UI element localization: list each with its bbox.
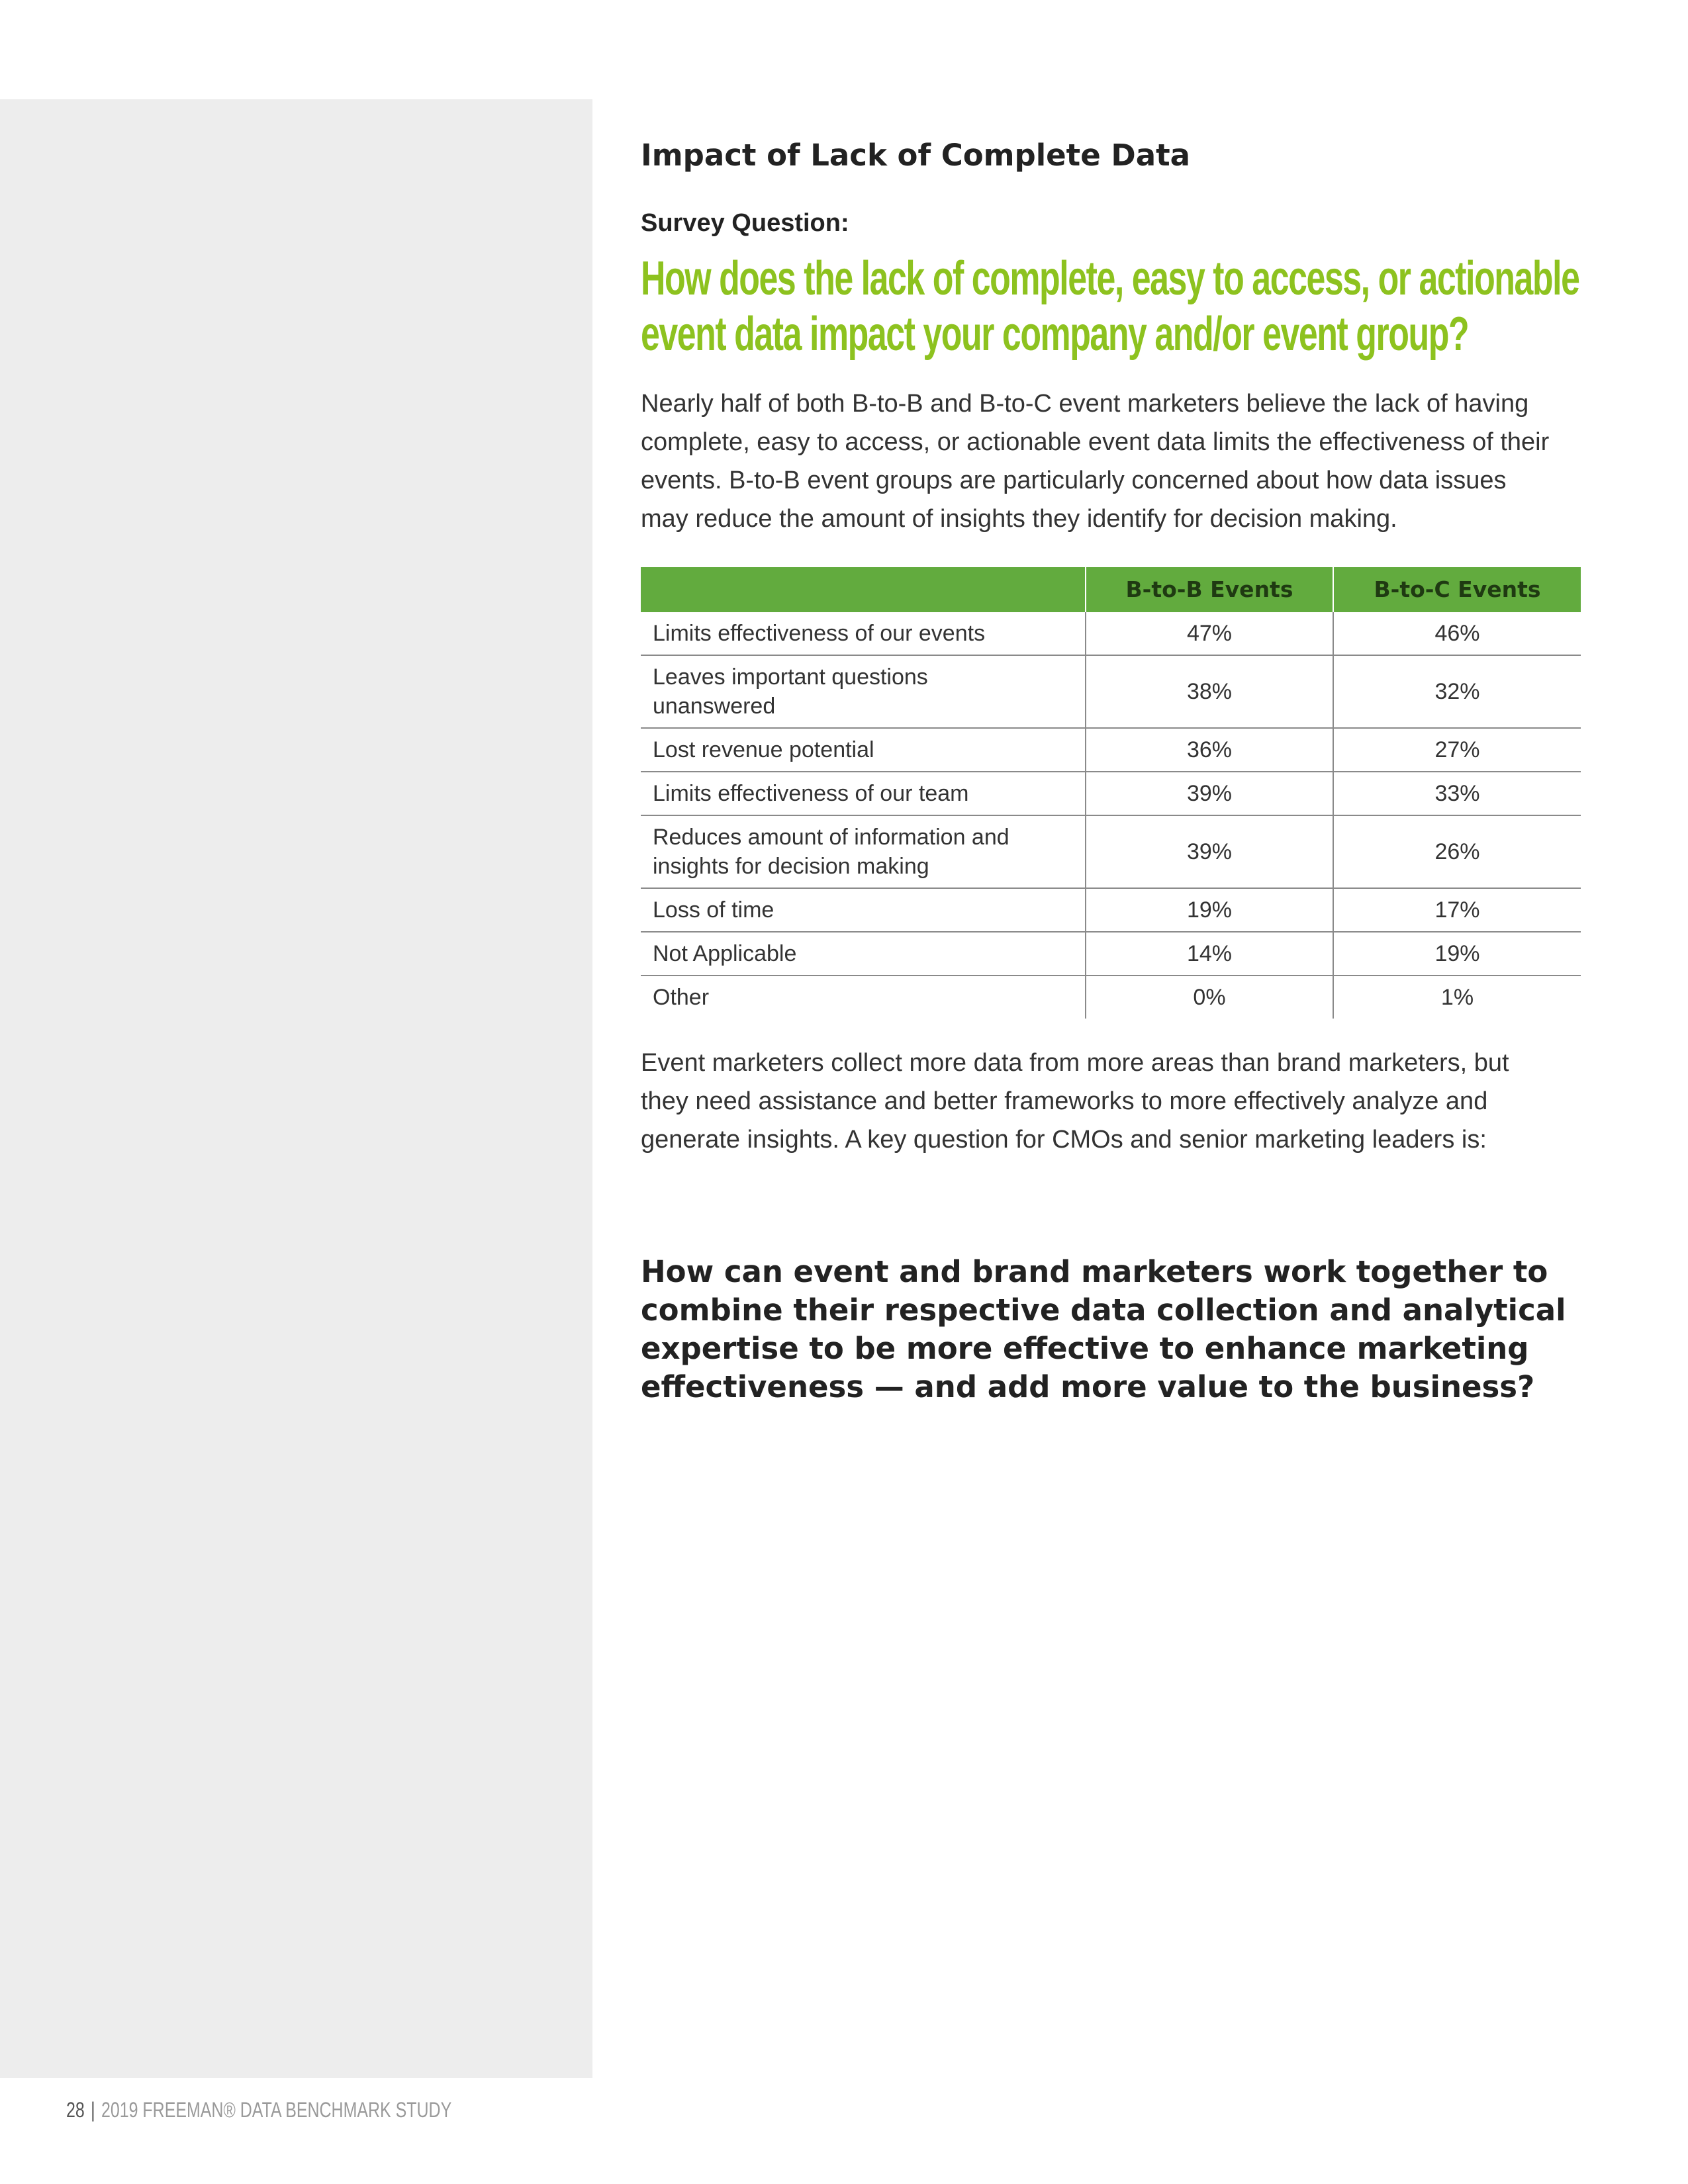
callout-line: expertise to be more effective to enhance marketing bbox=[641, 1330, 1529, 1366]
row-label-line: Other bbox=[653, 984, 710, 1010]
intro-line: complete, easy to access, or actionable event data limits the effectiveness of their bbox=[641, 428, 1550, 456]
row-label bbox=[641, 815, 1086, 888]
table-row bbox=[641, 772, 1581, 815]
row-label-line: insights for decision making bbox=[653, 853, 929, 879]
btob-value: 38% bbox=[1086, 655, 1333, 728]
row-label-line: Leaves important questions bbox=[653, 664, 928, 690]
main-content bbox=[641, 139, 1581, 1406]
intro-line: may reduce the amount of insights they identify for decision making. bbox=[641, 504, 1397, 533]
table-row bbox=[641, 815, 1581, 888]
btoc-value: 27% bbox=[1333, 728, 1581, 772]
table-row bbox=[641, 728, 1581, 772]
row-label-line: Not Applicable bbox=[653, 940, 797, 966]
btob-value: 14% bbox=[1086, 932, 1333, 976]
btoc-value: 46% bbox=[1333, 612, 1581, 655]
btoc-value: 26% bbox=[1333, 815, 1581, 888]
btoc-value: 32% bbox=[1333, 655, 1581, 728]
btob-value: 47% bbox=[1086, 612, 1333, 655]
row-label bbox=[641, 772, 1086, 815]
intro-line: Nearly half of both B-to-B and B-to-C event marketers believe the lack of having bbox=[641, 389, 1529, 418]
row-label bbox=[641, 612, 1086, 655]
table-row bbox=[641, 655, 1581, 728]
btob-value: 0% bbox=[1086, 976, 1333, 1019]
row-label bbox=[641, 728, 1086, 772]
row-label bbox=[641, 888, 1086, 932]
column-header-btob: B-to-B Events bbox=[1086, 567, 1333, 612]
row-label bbox=[641, 655, 1086, 728]
intro-line: events. B-to-B event groups are particularly concerned about how data issues bbox=[641, 466, 1507, 494]
row-label-line: unanswered bbox=[653, 693, 776, 719]
column-header-btoc: B-to-C Events bbox=[1333, 567, 1581, 612]
row-label-line: Loss of time bbox=[653, 897, 774, 923]
page-footer bbox=[66, 2098, 451, 2122]
survey-question-line: How does the lack of complete, easy to access, or actionable bbox=[641, 251, 1579, 305]
btob-value: 39% bbox=[1086, 815, 1333, 888]
footer-study-title: 2019 FREEMAN® DATA BENCHMARK STUDY bbox=[101, 2098, 452, 2122]
callout-line: effectiveness — and add more value to the business? bbox=[641, 1369, 1535, 1404]
sidebar-panel bbox=[0, 99, 592, 2078]
survey-question bbox=[641, 251, 1594, 362]
callout-line: combine their respective data collection and analytical bbox=[641, 1292, 1566, 1328]
followup-line: generate insights. A key question for CMOs and senior marketing leaders is: bbox=[641, 1125, 1487, 1154]
btoc-value: 33% bbox=[1333, 772, 1581, 815]
table-header-row bbox=[641, 567, 1581, 612]
callout-question bbox=[641, 1253, 1581, 1406]
btoc-value: 1% bbox=[1333, 976, 1581, 1019]
survey-question-label: Survey Question: bbox=[641, 208, 849, 237]
results-table bbox=[641, 567, 1581, 1019]
table-row bbox=[641, 932, 1581, 976]
btoc-value: 19% bbox=[1333, 932, 1581, 976]
section-title: Impact of Lack of Complete Data bbox=[641, 138, 1190, 173]
row-label bbox=[641, 976, 1086, 1019]
btob-value: 39% bbox=[1086, 772, 1333, 815]
followup-paragraph bbox=[641, 1044, 1581, 1159]
btob-value: 19% bbox=[1086, 888, 1333, 932]
btob-value: 36% bbox=[1086, 728, 1333, 772]
followup-line: Event marketers collect more data from more areas than brand marketers, but bbox=[641, 1048, 1509, 1077]
table-row bbox=[641, 888, 1581, 932]
footer-separator: | bbox=[91, 2098, 95, 2122]
btoc-value: 17% bbox=[1333, 888, 1581, 932]
column-header-label bbox=[641, 567, 1086, 612]
row-label-line: Reduces amount of information and bbox=[653, 824, 1009, 850]
followup-line: they need assistance and better frameworks to more effectively analyze and bbox=[641, 1087, 1488, 1115]
row-label-line: Limits effectiveness of our team bbox=[653, 780, 969, 806]
callout-line: How can event and brand marketers work together to bbox=[641, 1253, 1548, 1289]
row-label-line: Limits effectiveness of our events bbox=[653, 620, 986, 646]
table-row bbox=[641, 612, 1581, 655]
intro-paragraph bbox=[641, 385, 1581, 538]
row-label-line: Lost revenue potential bbox=[653, 737, 874, 762]
table-row bbox=[641, 976, 1581, 1019]
page-number: 28 bbox=[66, 2098, 85, 2122]
survey-question-line: event data impact your company and/or event group? bbox=[641, 307, 1469, 361]
row-label bbox=[641, 932, 1086, 976]
